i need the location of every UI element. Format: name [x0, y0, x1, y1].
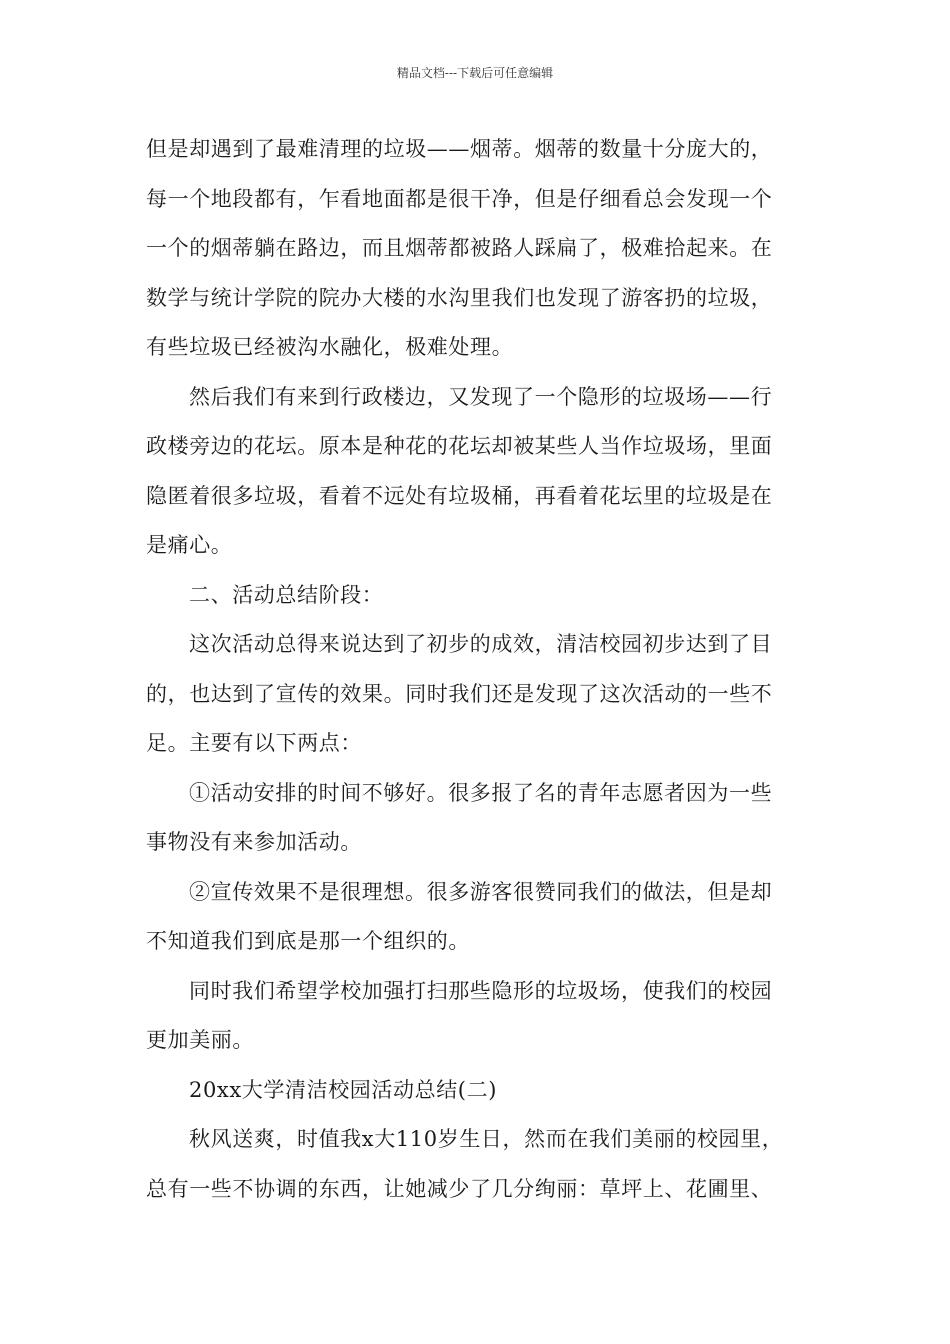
text-line: 是痛心。 — [146, 533, 233, 557]
text-line: 不知道我们到底是那一个组织的。 — [146, 929, 470, 953]
text-line: 足。主要有以下两点： — [146, 731, 362, 755]
section-heading: 二、活动总结阶段： — [189, 582, 384, 607]
text-line: 然后我们有来到行政楼边，又发现了一个隐形的垃圾场——行 — [189, 384, 773, 409]
text-line: 数学与统计学院的院办大楼的水沟里我们也发现了游客扔的垃圾， — [146, 285, 773, 310]
page-header: 精品文档---下载后可任意编辑 — [396, 66, 554, 80]
text-line: 同时我们希望学校加强打扫那些隐形的垃圾场，使我们的校园 — [189, 978, 773, 1003]
text-line: 的，也达到了宣传的效果。同时我们还是发现了这次活动的一些不 — [146, 681, 773, 706]
text-line: 一个的烟蒂躺在路边，而且烟蒂都被路人踩扁了，极难拾起来。在 — [146, 236, 773, 260]
text-line: 秋风送爽，时值我x大110岁生日，然而在我们美丽的校园里， — [189, 1127, 784, 1151]
text-line: 但是却遇到了最难清理的垃圾——烟蒂。烟蒂的数量十分庞大的， — [146, 137, 773, 161]
article-title: 20xx大学清洁校园活动总结(二) — [189, 1077, 497, 1102]
text-line: 总有一些不协调的东西，让她减少了几分绚丽：草坪上、花圃里、 — [146, 1176, 773, 1201]
text-line: 更加美丽。 — [146, 1028, 254, 1052]
list-item: ①活动安排的时间不够好。很多报了名的青年志愿者因为一些 — [189, 780, 773, 805]
text-line: 每一个地段都有，乍看地面都是很干净，但是仔细看总会发现一个 — [146, 186, 773, 211]
text-line: 政楼旁边的花坛。原本是种花的花坛却被某些人当作垃圾场，里面 — [146, 434, 773, 458]
text-line: 隐匿着很多垃圾，看着不远处有垃圾桶，再看着花坛里的垃圾是在 — [146, 483, 773, 508]
text-line: 有些垃圾已经被沟水融化，极难处理。 — [146, 335, 514, 359]
document-body — [146, 125, 836, 1214]
list-item: ②宣传效果不是很理想。很多游客很赞同我们的做法，但是却 — [189, 879, 773, 904]
text-line: 事物没有来参加活动。 — [146, 830, 362, 854]
text-line: 这次活动总得来说达到了初步的成效，清洁校园初步达到了目 — [189, 632, 773, 656]
